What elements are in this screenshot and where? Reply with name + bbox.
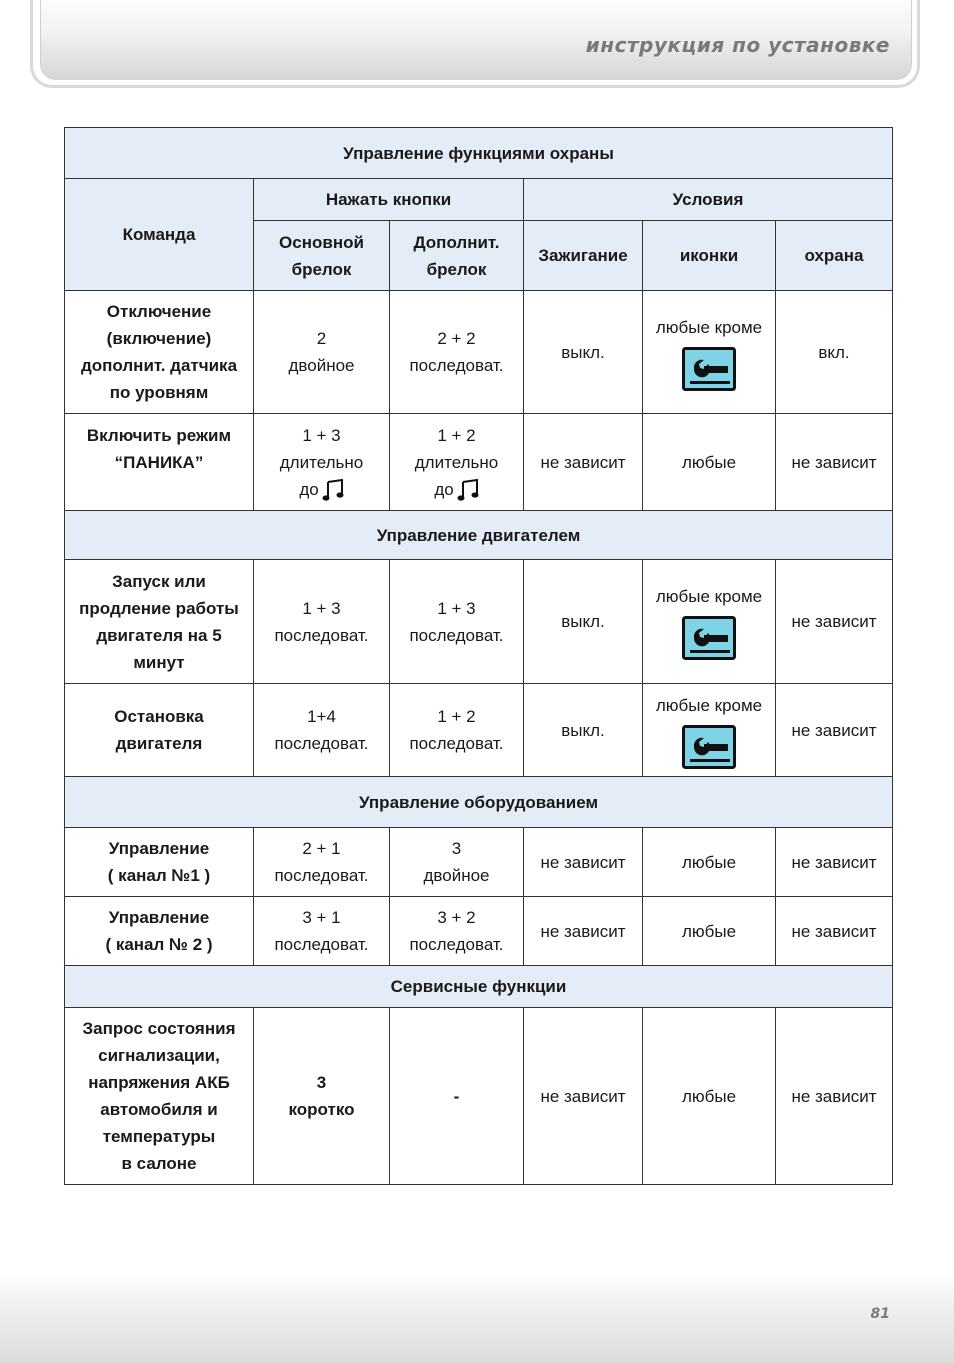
music-note-icon bbox=[322, 479, 344, 501]
col-header-ignition: Зажигание bbox=[524, 221, 643, 291]
guard-cell: не зависит bbox=[776, 1008, 893, 1185]
icons-cell: любые кроме bbox=[643, 684, 776, 777]
extra-fob-cell: 1 + 3 последоват. bbox=[390, 560, 524, 684]
guard-cell: вкл. bbox=[776, 291, 893, 414]
table-row bbox=[65, 897, 893, 966]
main-fob-cell: 1 + 3 последоват. bbox=[254, 560, 390, 684]
main-fob-cell: 3 + 1 последоват. bbox=[254, 897, 390, 966]
table-row bbox=[65, 291, 893, 414]
page-footer-band bbox=[0, 1272, 954, 1363]
main-fob-cell: 1+4 последоват. bbox=[254, 684, 390, 777]
command-cell: Запуск или продление работы двигателя на 5 минут bbox=[65, 560, 254, 684]
section-service: Сервисные функции bbox=[65, 966, 893, 1008]
icons-cell: любые кроме bbox=[643, 291, 776, 414]
table-row bbox=[65, 684, 893, 777]
col-header-guard: охрана bbox=[776, 221, 893, 291]
ignition-cell: не зависит bbox=[524, 1008, 643, 1185]
icons-cell: любые bbox=[643, 414, 776, 511]
ignition-cell: не зависит bbox=[524, 897, 643, 966]
wrench-icon bbox=[682, 616, 736, 660]
ignition-cell: не зависит bbox=[524, 414, 643, 511]
section-equipment: Управление оборудованием bbox=[65, 777, 893, 828]
ignition-cell: выкл. bbox=[524, 291, 643, 414]
main-fob-cell: 3 коротко bbox=[254, 1008, 390, 1185]
music-note-icon bbox=[457, 479, 479, 501]
page-header-title: инструкция по установке bbox=[585, 33, 890, 57]
guard-cell: не зависит bbox=[776, 560, 893, 684]
command-cell: Запрос состояния сигнализации, напряжения АКБ автомобиля и температуры в салоне bbox=[65, 1008, 254, 1185]
extra-fob-cell: 3 двойное bbox=[390, 828, 524, 897]
table-row bbox=[65, 828, 893, 897]
col-group-conditions: Условия bbox=[524, 179, 893, 221]
command-cell: Включить режим “ПАНИКА” bbox=[65, 414, 254, 511]
icons-cell: любые bbox=[643, 828, 776, 897]
table-title: Управление функциями охраны bbox=[65, 128, 893, 179]
extra-fob-cell: 3 + 2 последоват. bbox=[390, 897, 524, 966]
extra-fob-cell: 2 + 2 последоват. bbox=[390, 291, 524, 414]
table-row bbox=[65, 1008, 893, 1185]
commands-table bbox=[64, 127, 893, 1185]
table-row bbox=[65, 414, 893, 511]
main-fob-cell: 1 + 3 длительно до bbox=[254, 414, 390, 511]
page-number: 81 bbox=[870, 1306, 890, 1322]
col-header-extra-fob: Дополнит. брелок bbox=[390, 221, 524, 291]
ignition-cell: не зависит bbox=[524, 828, 643, 897]
wrench-icon bbox=[682, 725, 736, 769]
section-engine: Управление двигателем bbox=[65, 511, 893, 560]
command-cell: Управление ( канал № 2 ) bbox=[65, 897, 254, 966]
command-cell: Остановка двигателя bbox=[65, 684, 254, 777]
extra-fob-cell: 1 + 2 длительно до bbox=[390, 414, 524, 511]
command-cell: Управление ( канал №1 ) bbox=[65, 828, 254, 897]
extra-fob-cell: - bbox=[390, 1008, 524, 1185]
guard-cell: не зависит bbox=[776, 414, 893, 511]
col-group-press: Нажать кнопки bbox=[254, 179, 524, 221]
icons-cell: любые bbox=[643, 897, 776, 966]
ignition-cell: выкл. bbox=[524, 560, 643, 684]
icons-cell: любые кроме bbox=[643, 560, 776, 684]
ignition-cell: выкл. bbox=[524, 684, 643, 777]
guard-cell: не зависит bbox=[776, 684, 893, 777]
guard-cell: не зависит bbox=[776, 828, 893, 897]
icons-cell: любые bbox=[643, 1008, 776, 1185]
table-row bbox=[65, 560, 893, 684]
col-header-icons: иконки bbox=[643, 221, 776, 291]
command-cell: Отключение (включение) дополнит. датчика по уровням bbox=[65, 291, 254, 414]
extra-fob-cell: 1 + 2 последоват. bbox=[390, 684, 524, 777]
col-header-main-fob: Основной брелок bbox=[254, 221, 390, 291]
main-fob-cell: 2 + 1 последоват. bbox=[254, 828, 390, 897]
main-fob-cell: 2 двойное bbox=[254, 291, 390, 414]
col-header-command: Команда bbox=[65, 179, 254, 291]
guard-cell: не зависит bbox=[776, 897, 893, 966]
wrench-icon bbox=[682, 347, 736, 391]
